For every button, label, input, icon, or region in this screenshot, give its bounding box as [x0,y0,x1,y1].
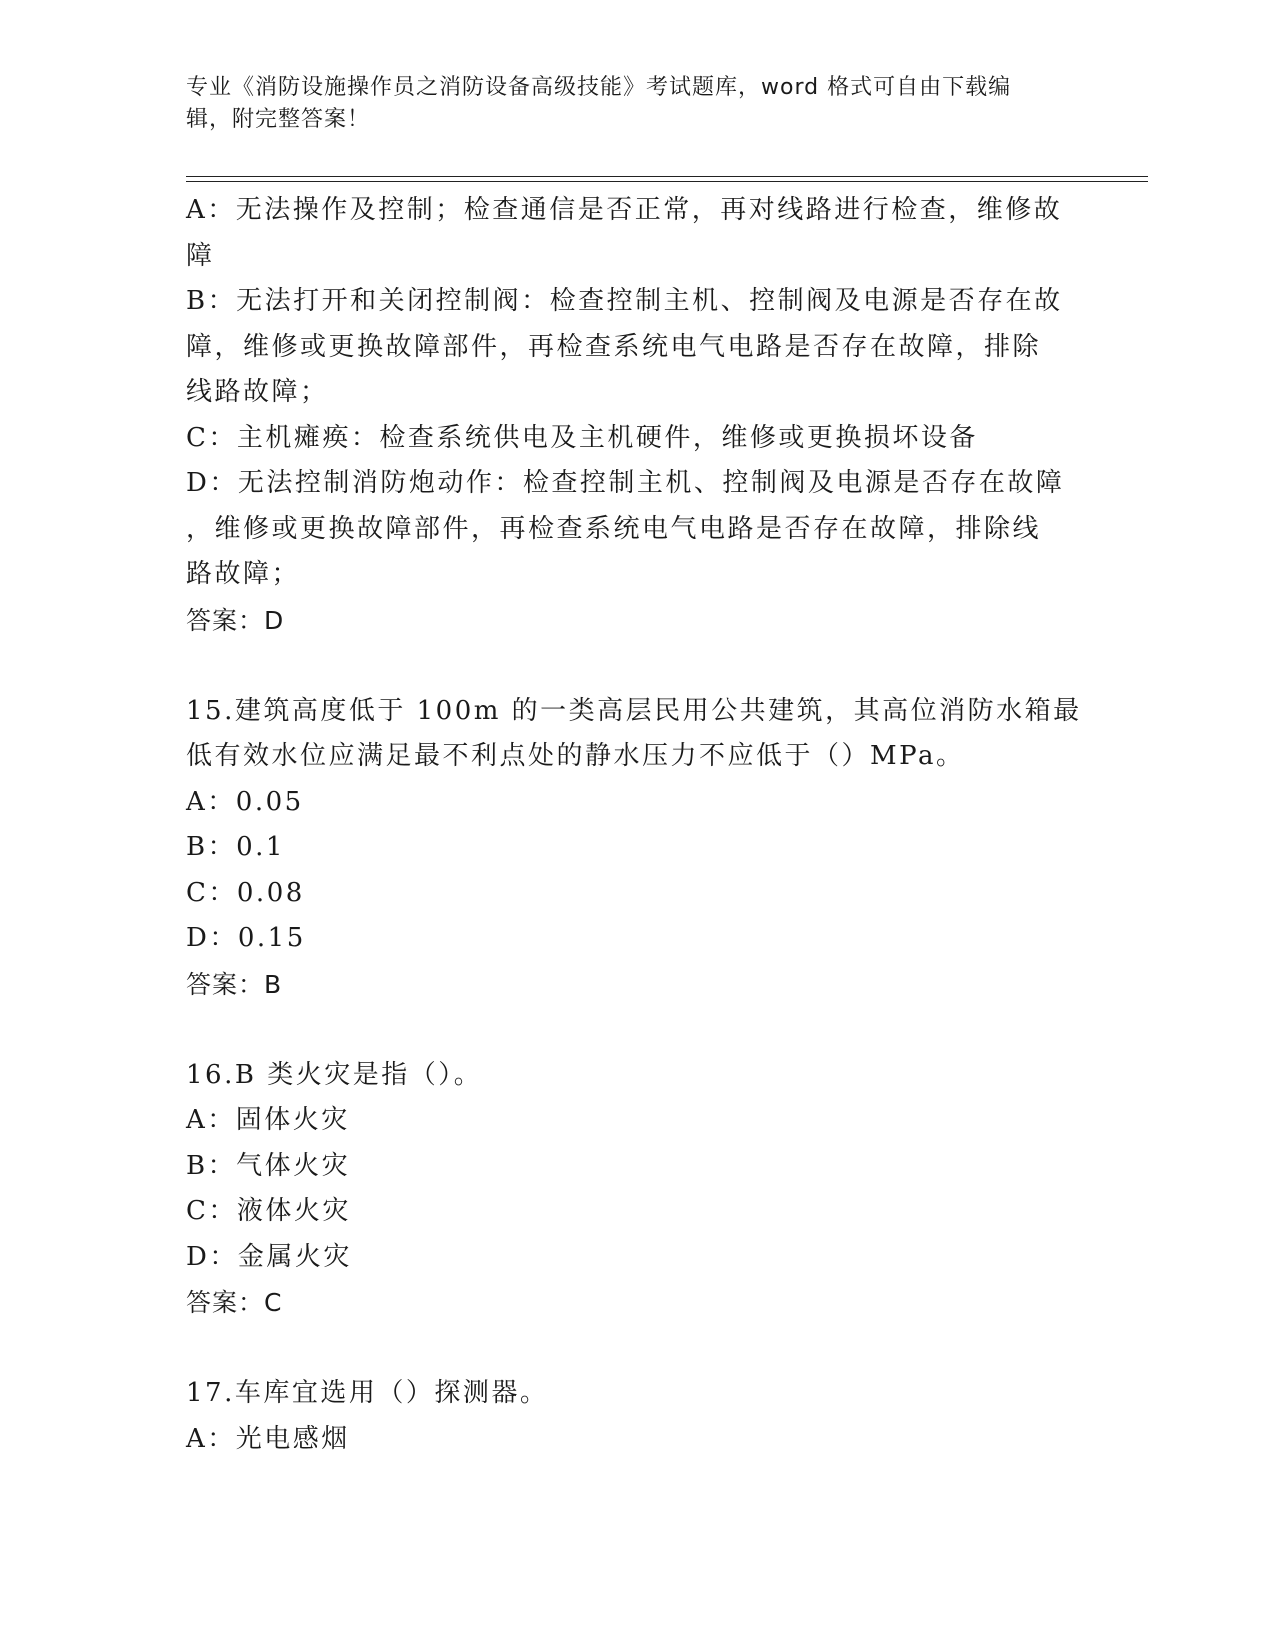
question-16-option-b: B：气体火灾 [186,1150,351,1181]
document-header [186,72,1066,136]
question-16-option-c: C：液体火灾 [186,1196,351,1226]
question-17-option-a: A：光电感烟 [186,1423,350,1454]
option-line: D：无法控制消防炮动作：检查控制主机、控制阀及电源是否存在故障 [186,468,1065,498]
stem-line: 15.建筑高度低于 100m 的一类高层民用公共建筑，其高位消防水箱最 [186,695,1082,726]
option-line: 线路故障； [186,377,329,407]
question-16-stem: 16.B 类火灾是指（）。 [186,1059,483,1090]
spacer [186,643,1066,689]
option-line: A：无法操作及控制；检查通信是否正常，再对线路进行检查，维修故 [186,195,1063,225]
question-16-option-a: A：固体火灾 [186,1105,350,1135]
question-16-option-d: D：金属火灾 [186,1241,352,1272]
question-15-stem [186,689,1082,780]
option-line: 障 [186,240,215,271]
header-line-2: 辑，附完整答案！ [186,107,371,132]
option-line: C：主机瘫痪：检查系统供电及主机硬件，维修或更换损坏设备 [186,422,978,453]
stem-line: 低有效水位应满足最不利点处的静水压力不应低于（）MPa。 [186,741,965,771]
question-14-option-c [186,416,1066,462]
question-15-option-c: C：0.08 [186,877,305,908]
question-16-answer: 答案：C [186,1288,283,1317]
header-divider-bottom [186,181,1148,182]
question-14-option-b [186,279,1066,416]
question-content [186,188,1082,1462]
option-line: ，维修或更换故障部件，再检查系统电气电路是否存在故障，排除线 [186,513,1042,544]
question-15-option-b: B：0.1 [186,832,285,862]
question-14-answer: 答案：D [186,605,285,635]
question-14-option-a [186,188,1066,279]
header-divider-top [186,176,1148,177]
option-line: 路故障； [186,559,301,589]
header-line-1: 专业《消防设施操作员之消防设备高级技能》考试题库，word 格式可自由下载编 [186,75,1012,100]
option-line: 障，维修或更换故障部件，再检查系统电气电路是否存在故障，排除 [186,331,1042,362]
question-15-option-d: D：0.15 [186,923,306,953]
spacer [186,1007,1066,1053]
spacer [186,1326,1066,1372]
question-14-option-d [186,461,1066,598]
question-17-stem: 17.车库宜选用（）探测器。 [186,1378,549,1408]
question-15-option-a: A：0.05 [186,786,304,817]
option-line: B：无法打开和关闭控制阀：检查控制主机、控制阀及电源是否存在故 [186,286,1063,316]
question-15-answer: 答案：B [186,969,283,999]
